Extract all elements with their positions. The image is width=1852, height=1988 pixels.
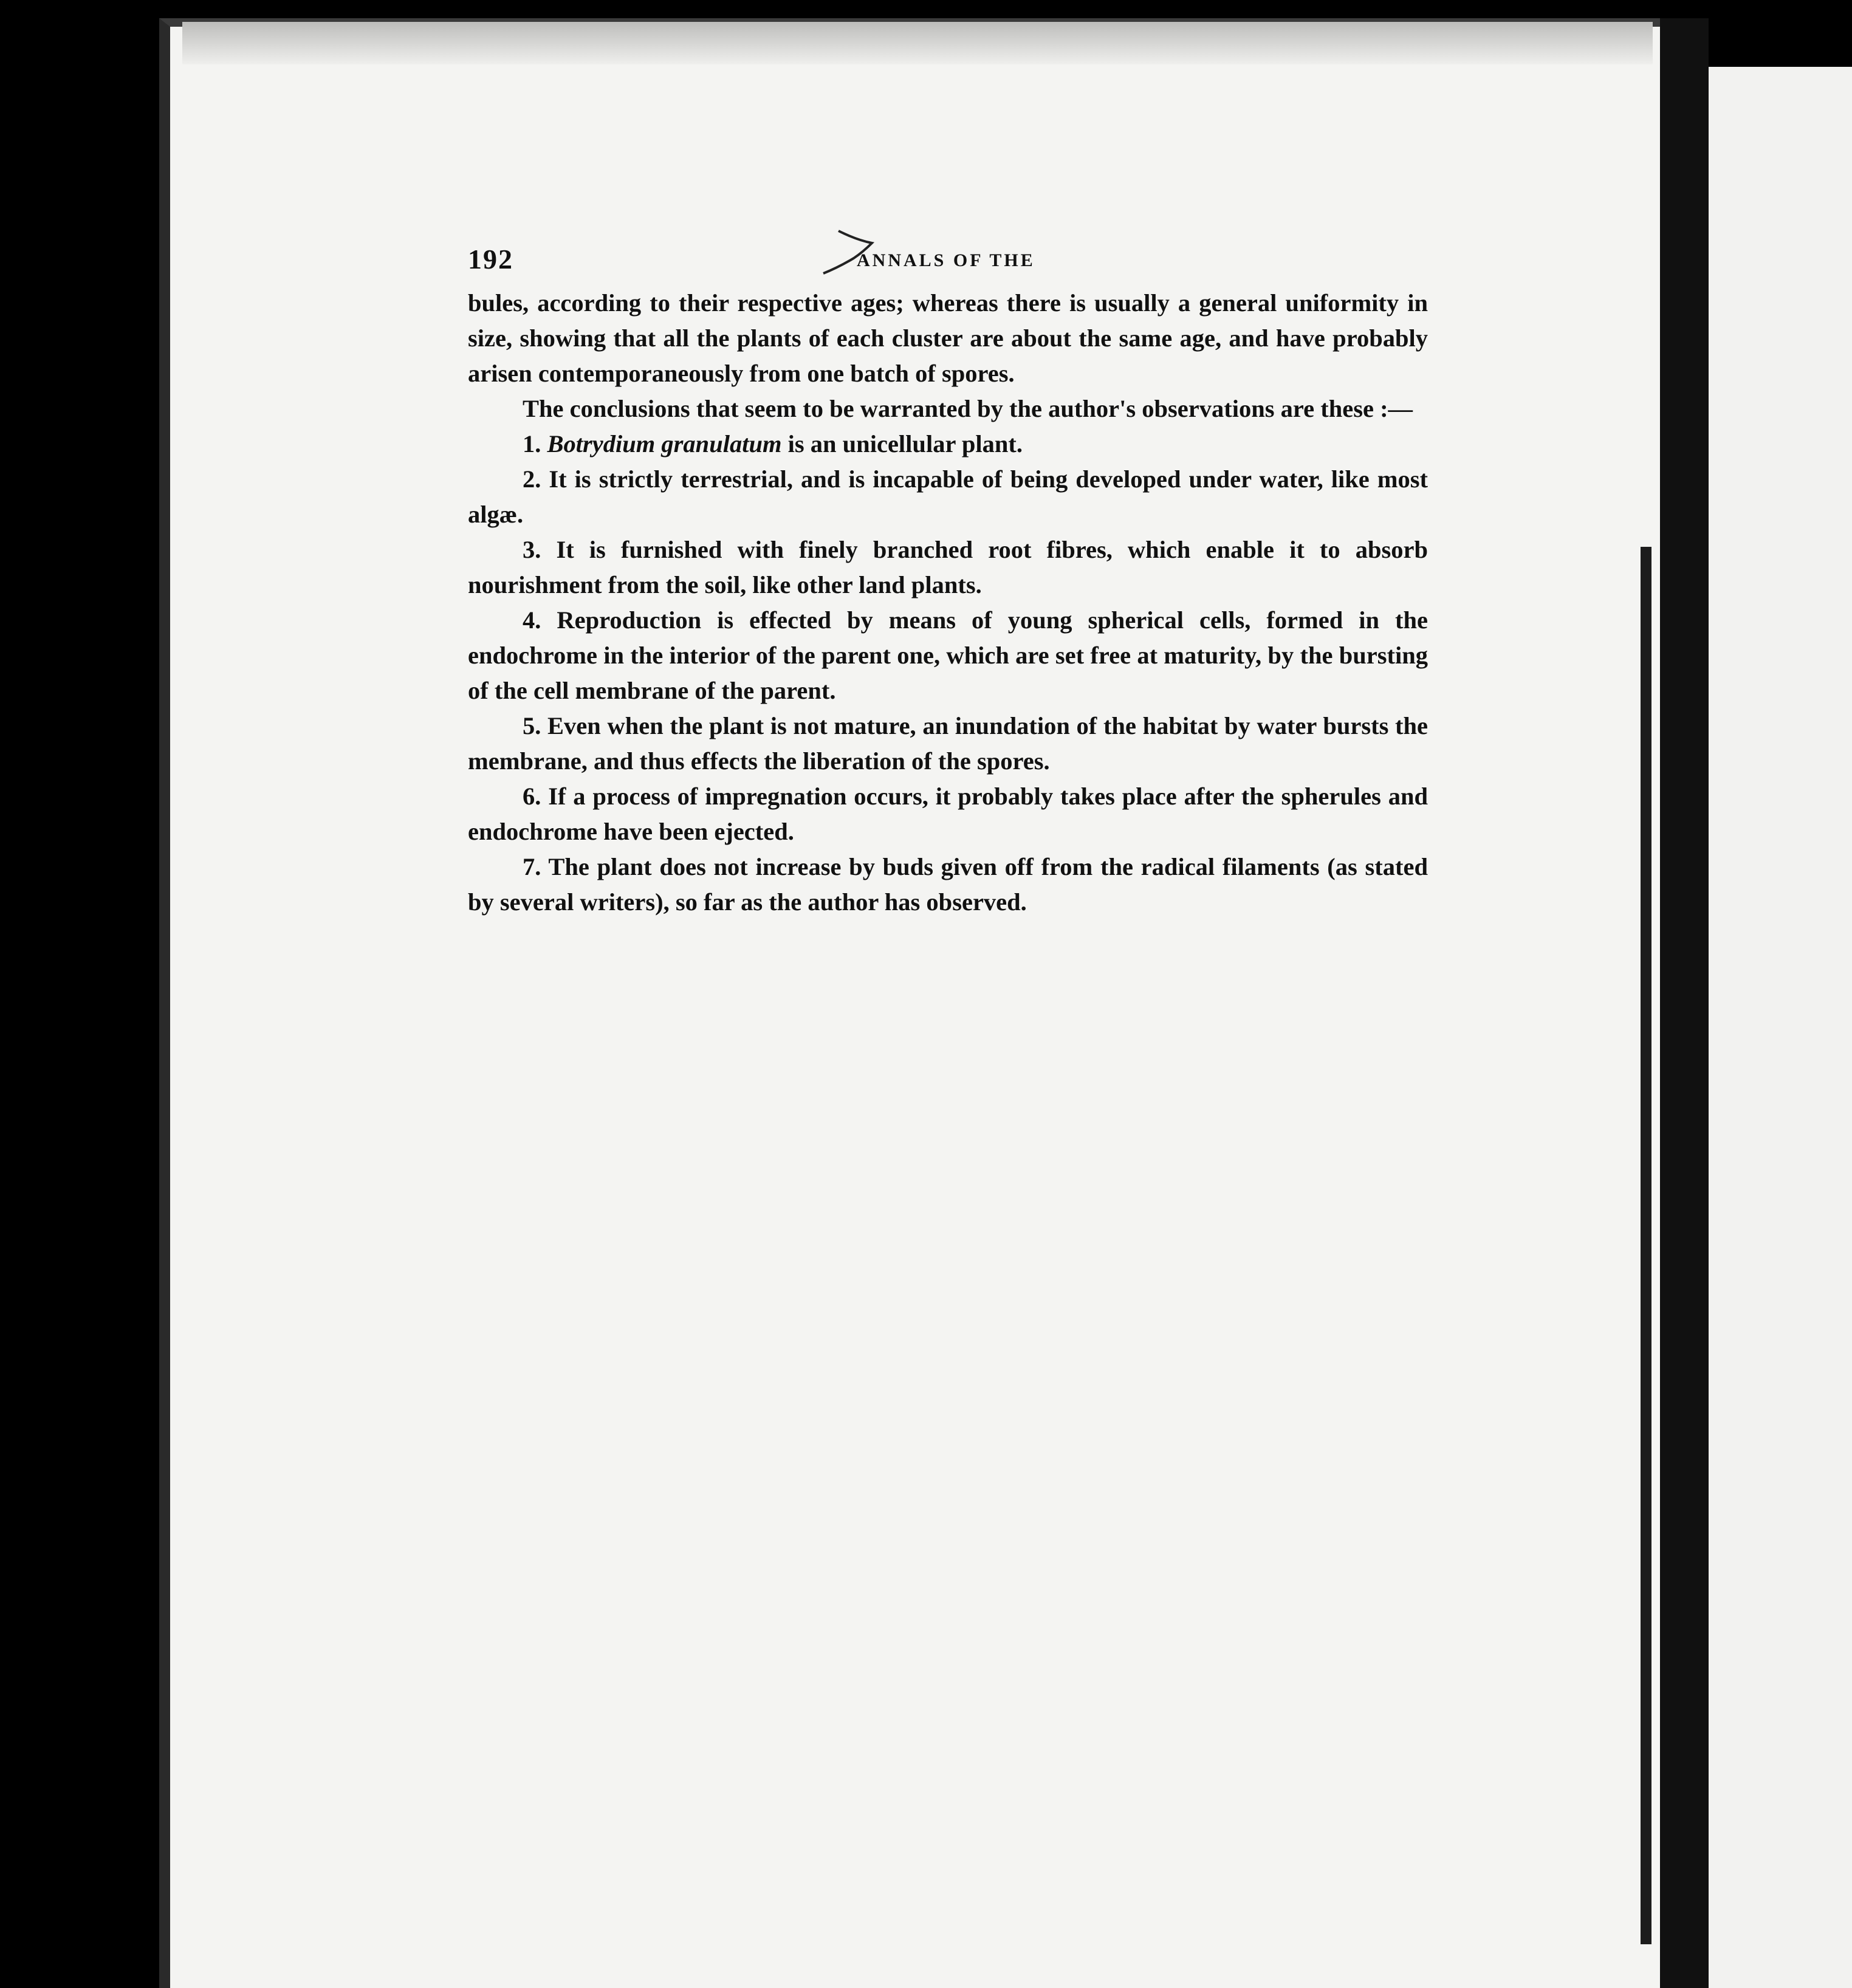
list-item-text: If a process of impregnation occurs, it probably takes place after the spherules and endochrome have been ejected. [468, 783, 1428, 845]
page-header [468, 231, 1428, 286]
list-item-text: It is strictly terrestrial, and is incapable of being developed under water, like most algæ. [468, 465, 1428, 528]
page-text-block [468, 231, 1428, 920]
paragraph-continuation: bules, according to their respective ages; whereas there is usually a general uniformity in size, showing that all the plants of each cluster are about the same age, and have probably arisen contemporaneously from one batch of spores. [468, 289, 1428, 387]
list-item-7 [468, 849, 1428, 920]
page-number: 192 [468, 244, 513, 275]
list-item-number: 2. [523, 465, 541, 493]
species-name: Botrydium granulatum [547, 430, 782, 458]
list-item-text: It is furnished with finely branched root fibres, which enable it to absorb nourishment from the soil, like other land plants. [468, 536, 1428, 598]
paragraph-conclusions-intro: The conclusions that seem to be warranted by the author's observations are these :— [523, 395, 1413, 422]
list-item-number: 7. [523, 853, 541, 880]
list-item-4 [468, 603, 1428, 708]
list-item-text: Reproduction is effected by means of young spherical cells, formed in the endochrome in the interior of the parent one, which are set free at maturity, by the bursting of the cell membrane of the parent. [468, 606, 1428, 704]
running-head: ANNALS OF THE [857, 250, 1035, 270]
list-item-text: is an unicellular plant. [781, 430, 1023, 458]
facing-page-sliver [1709, 67, 1852, 1988]
list-item-2 [468, 462, 1428, 532]
list-item-number: 1. [523, 430, 541, 458]
list-item-6 [468, 779, 1428, 849]
list-item-text: The plant does not increase by buds given off from the radical filaments (as stated by several writers), so far as the author has observed. [468, 853, 1428, 916]
scan-left-border [0, 0, 164, 1988]
page-fold-line [1641, 547, 1651, 1944]
list-item-number: 3. [523, 536, 541, 563]
list-item-number: 6. [523, 783, 541, 810]
list-item-1 [468, 427, 1428, 462]
page-top-edge-shadow [182, 22, 1653, 64]
list-item-text: Even when the plant is not mature, an inundation of the habitat by water bursts the membrane, and thus effects the liberation of the spores. [468, 712, 1428, 775]
list-item-number: 5. [523, 712, 541, 739]
list-item-5 [468, 708, 1428, 779]
book-binding-gutter [1660, 18, 1709, 1988]
list-item-number: 4. [523, 606, 541, 634]
list-item-3 [468, 532, 1428, 603]
